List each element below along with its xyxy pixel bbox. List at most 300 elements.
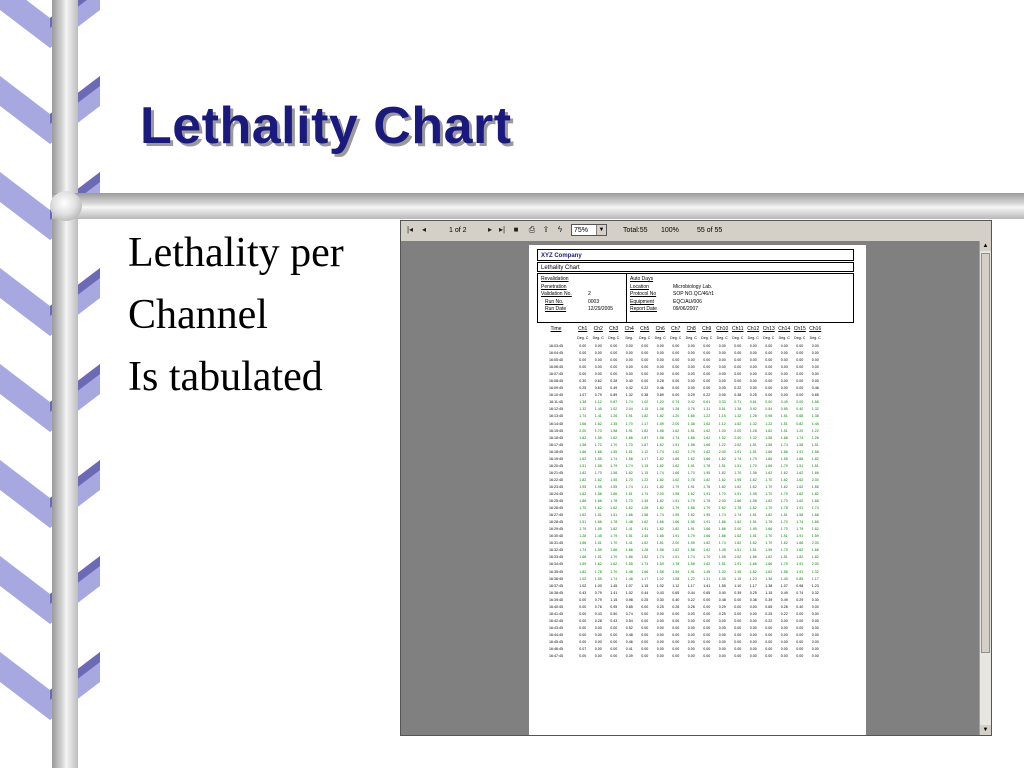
value-cell: 1.62 [703,428,711,433]
value-cell: 0.39 [734,590,742,595]
value-cell: 0.00 [749,365,757,370]
value-cell: 1.78 [687,477,695,482]
value-cell: 1.55 [780,456,788,461]
value-cell: 0.00 [811,654,819,659]
value-cell: 0.00 [594,351,602,356]
value-cell: 1.79 [610,534,618,539]
divider-knob [50,191,82,221]
value-cell: 1.58 [687,442,695,447]
value-cell: 1.62 [641,541,649,546]
value-cell: 0.00 [765,358,773,363]
value-cell: 1.32 [811,569,819,574]
value-cell: 1.38 [811,414,819,419]
value-cell: 1.00 [718,428,726,433]
value-cell: 1.62 [749,484,757,489]
value-cell: 0.00 [672,639,680,644]
body-line-3: Is tabulated [128,354,323,400]
time-cell: 16:13:45 [549,414,563,419]
value-cell: 0.00 [780,632,788,637]
info-right-values [673,276,714,314]
value-cell: 1.70 [780,520,788,525]
value-cell: 0.61 [749,400,757,405]
value-cell: 1.70 [594,470,602,475]
value-cell: 0.00 [718,632,726,637]
value-cell: 0.98 [765,414,773,419]
scroll-up-icon[interactable]: ▲ [980,241,991,251]
prev-page-icon[interactable]: ◂ [421,225,426,234]
value-cell: 0.00 [687,351,695,356]
table-row [537,449,854,456]
value-cell: 1.12 [672,583,680,588]
value-cell: 0.00 [687,344,695,348]
value-cell: 1.51 [749,520,757,525]
value-cell: 1.74 [656,449,664,454]
table-row [537,484,854,491]
value-cell: 1.52 [718,435,726,440]
info-value [673,276,714,284]
value-cell: 1.15 [641,463,649,468]
table-row [537,632,854,639]
column-header: Ch2 [593,326,603,332]
value-cell: 1.17 [641,421,649,426]
value-cell: 1.59 [579,562,587,567]
value-cell: 1.70 [610,555,618,560]
value-cell: 1.51 [780,513,788,518]
value-cell: 1.66 [579,541,587,546]
value-cell: 2.00 [811,562,819,567]
value-cell: 1.58 [641,513,649,518]
value-cell: 1.86 [579,499,587,504]
value-cell: 0.46 [656,386,664,391]
time-cell: 16:37:45 [549,583,563,588]
value-cell: 1.62 [594,562,602,567]
value-cell: 1.31 [703,407,711,412]
value-cell: 1.62 [672,428,680,433]
time-cell: 16:16:45 [549,435,563,440]
value-cell: 0.00 [687,358,695,363]
print-icon[interactable]: ⎙ [528,225,536,234]
stop-icon[interactable]: ■ [513,225,519,234]
value-cell: 1.74 [734,513,742,518]
value-cell: 0.76 [687,407,695,412]
unit-cell: Deg. C [592,336,604,340]
value-cell: 0.74 [672,400,680,405]
value-cell: 1.62 [703,435,711,440]
value-cell: 1.31 [641,484,649,489]
value-cell: 1.62 [765,428,773,433]
value-cell: 1.79 [780,562,788,567]
value-cell: 1.45 [718,548,726,553]
table-row [537,561,854,568]
value-cell: 1.66 [796,541,804,546]
value-cell: 0.00 [749,618,757,623]
table-row [537,554,854,561]
unit-cell: Deg. C [654,336,666,340]
value-cell: 1.12 [718,421,726,426]
value-cell: 1.62 [656,442,664,447]
value-cell: 1.66 [610,548,618,553]
info-value: Microbiology Lab. [673,283,713,290]
value-cell: 1.66 [703,456,711,461]
value-cell: 1.51 [749,449,757,454]
scroll-down-icon[interactable]: ▼ [980,725,991,735]
value-cell: 1.45 [703,569,711,574]
value-cell: 0.00 [687,365,695,370]
value-cell: 0.00 [641,632,649,637]
value-cell: 0.00 [796,379,804,384]
value-cell: 1.32 [749,421,757,426]
value-cell: 0.00 [734,647,742,652]
value-cell: 1.51 [749,534,757,539]
value-cell: 1.20 [656,400,664,405]
value-cell: 1.95 [594,484,602,489]
value-cell: 1.28 [672,407,680,412]
value-cell: 1.55 [625,562,633,567]
zoom-select[interactable] [571,224,607,236]
value-cell: 1.74 [656,555,664,560]
value-cell: 1.79 [687,449,695,454]
value-cell: 0.00 [672,654,680,659]
value-cell: 1.26 [749,414,757,419]
info-label: Validation No. [541,291,572,298]
value-cell: 0.00 [718,365,726,370]
value-cell: 1.62 [703,562,711,567]
value-cell: 0.00 [796,372,804,377]
value-cell: 1.82 [641,414,649,419]
value-cell: 1.51 [780,414,788,419]
value-cell: 0.00 [718,358,726,363]
value-cell: 0.22 [765,618,773,623]
value-cell: 0.00 [610,344,618,348]
value-cell: 0.00 [703,597,711,602]
value-cell: 0.38 [734,393,742,398]
value-cell: 1.82 [641,428,649,433]
value-cell: 1.70 [610,569,618,574]
value-cell: 1.51 [749,548,757,553]
value-cell: 1.62 [734,555,742,560]
value-cell: 0.00 [703,618,711,623]
value-cell: 1.15 [765,590,773,595]
value-cell: 0.00 [610,351,618,356]
dropdown-arrow-icon[interactable]: ▼ [596,225,606,235]
value-cell: 0.00 [811,351,819,356]
report-page [529,245,866,735]
value-cell: 1.45 [641,534,649,539]
value-cell: 1.70 [765,534,773,539]
value-cell: 0.00 [718,372,726,377]
value-cell: 1.91 [796,534,804,539]
lightning-icon[interactable]: ϟ [557,225,563,234]
value-cell: 1.66 [672,520,680,525]
value-cell: 1.82 [703,541,711,546]
value-cell: 0.87 [610,400,618,405]
value-cell: 0.79 [594,597,602,602]
value-cell: 1.51 [796,463,804,468]
value-cell: 0.00 [718,386,726,391]
value-cell: 0.00 [718,393,726,398]
value-cell: 1.66 [672,470,680,475]
value-cell: 1.22 [718,442,726,447]
value-cell: 0.00 [594,647,602,652]
value-cell: 1.91 [672,499,680,504]
value-cell: 0.00 [796,344,804,348]
value-cell: 1.23 [641,477,649,482]
value-cell: 1.38 [765,583,773,588]
value-cell: 0.00 [796,365,804,370]
value-cell: 0.49 [610,386,618,391]
last-page-icon[interactable]: ▸| [498,225,506,234]
value-cell: 0.42 [625,386,633,391]
export-icon[interactable]: ⇪ [542,225,550,234]
value-cell: 0.00 [672,632,680,637]
value-cell: 1.62 [594,506,602,511]
value-cell: 1.79 [687,499,695,504]
value-cell: 0.00 [687,654,695,659]
value-cell: 1.51 [594,541,602,546]
value-cell: 0.00 [749,604,757,609]
value-cell: 0.00 [765,639,773,644]
value-cell: 1.51 [749,442,757,447]
value-cell: 0.00 [780,625,788,630]
value-cell: 1.91 [734,491,742,496]
value-cell: 1.70 [594,442,602,447]
value-cell: 1.74 [656,513,664,518]
value-cell: 1.66 [579,421,587,426]
value-cell: 0.00 [610,625,618,630]
value-cell: 1.51 [672,555,680,560]
value-cell: 1.66 [687,414,695,419]
value-cell: 1.91 [796,449,804,454]
table-row [537,491,854,498]
value-cell: 0.22 [703,393,711,398]
value-cell: 0.00 [780,358,788,363]
value-cell: 0.39 [765,597,773,602]
value-cell: 1.51 [734,548,742,553]
value-cell: 1.17 [641,456,649,461]
value-cell: 1.17 [811,576,819,581]
info-label: Protocol No [630,291,657,298]
value-cell: 1.74 [641,491,649,496]
value-cell: 1.51 [687,428,695,433]
value-cell: 0.00 [780,365,788,370]
value-cell: 0.28 [610,379,618,384]
value-cell: 1.62 [811,527,819,532]
report-viewer [400,220,992,736]
value-cell: 0.00 [641,344,649,348]
value-cell: 0.00 [672,344,680,348]
next-page-icon[interactable]: ▸ [487,225,492,234]
value-cell: 0.26 [780,604,788,609]
table-row [537,569,854,576]
value-cell: 1.62 [749,541,757,546]
unit-cell: Deg. C [670,336,682,340]
value-cell: 0.00 [749,386,757,391]
value-cell: 1.41 [610,590,618,595]
value-cell: 0.00 [687,647,695,652]
value-cell: 1.66 [579,449,587,454]
value-cell: 1.79 [672,484,680,489]
value-cell: 0.89 [610,393,618,398]
value-cell: 1.91 [734,562,742,567]
value-cell: 0.00 [734,618,742,623]
value-cell: 0.40 [672,597,680,602]
value-cell: 0.00 [703,344,711,348]
info-value: 2 [588,291,591,298]
value-cell: 1.70 [749,463,757,468]
value-cell: 1.62 [579,456,587,461]
value-cell: 1.58 [796,513,804,518]
value-cell: 1.82 [811,491,819,496]
time-cell: 16:12:45 [549,407,563,412]
table-row [537,618,854,625]
value-cell: 0.00 [687,625,695,630]
time-cell: 16:22:45 [549,477,563,482]
value-cell: 1.87 [641,435,649,440]
value-cell: 0.00 [610,632,618,637]
value-cell: 0.25 [749,393,757,398]
value-cell: 0.00 [672,386,680,391]
time-cell: 16:36:45 [549,576,563,581]
value-cell: 1.74 [579,414,587,419]
value-cell: 1.23 [811,583,819,588]
value-cell: 0.00 [687,386,695,391]
value-cell: 0.00 [579,344,587,348]
value-cell: 0.00 [703,372,711,377]
value-cell: 0.00 [594,625,602,630]
value-cell: 1.32 [734,414,742,419]
time-cell: 16:26:45 [549,506,563,511]
value-cell: 0.00 [687,611,695,616]
value-cell: 1.66 [703,534,711,539]
value-cell: 2.00 [656,491,664,496]
value-cell: 1.15 [718,414,726,419]
value-cell: 0.00 [765,344,773,348]
value-cell: 1.15 [641,407,649,412]
value-cell: 1.70 [625,442,633,447]
value-cell: 1.78 [780,506,788,511]
value-cell: 1.58 [687,548,695,553]
value-cell: 1.91 [625,428,633,433]
unit-cell: Deg. C [794,336,806,340]
value-cell: 1.79 [579,527,587,532]
value-cell: 0.00 [749,611,757,616]
first-page-icon[interactable]: |◂ [406,225,414,234]
value-cell: 0.00 [579,358,587,363]
value-cell: 1.62 [672,548,680,553]
value-cell: 1.66 [672,456,680,461]
value-cell: 2.00 [734,527,742,532]
value-cell: 0.00 [811,647,819,652]
value-cell: 1.48 [625,569,633,574]
value-cell: 0.00 [703,611,711,616]
report-chart-title: Lethality Chart [537,262,854,272]
value-cell: 1.62 [687,491,695,496]
value-cell: 1.79 [780,463,788,468]
value-cell: 1.59 [656,421,664,426]
value-cell: 0.00 [734,365,742,370]
value-cell: 0.00 [765,400,773,405]
value-cell: 1.82 [811,555,819,560]
value-cell: 1.55 [594,576,602,581]
table-row [537,392,854,399]
column-header: Ch5 [640,326,650,332]
value-cell: 1.62 [610,435,618,440]
value-cell: 1.26 [811,435,819,440]
vertical-scrollbar[interactable] [979,241,991,735]
value-cell: 1.82 [579,470,587,475]
value-cell: 1.35 [718,576,726,581]
value-cell: 0.00 [641,358,649,363]
value-cell: 1.62 [734,520,742,525]
value-cell: 0.00 [656,365,664,370]
value-cell: 1.66 [656,534,664,539]
value-cell: 0.00 [672,358,680,363]
value-cell: 0.00 [796,625,804,630]
value-cell: 1.78 [703,463,711,468]
value-cell: 1.66 [718,520,726,525]
table-row [537,477,854,484]
value-cell: 0.40 [796,604,804,609]
value-cell: 0.00 [656,344,664,348]
value-cell: 1.66 [656,520,664,525]
value-cell: 1.62 [718,477,726,482]
value-cell: 1.51 [780,428,788,433]
value-cell: 0.00 [796,618,804,623]
table-row [537,357,854,364]
info-left-values [588,276,613,314]
value-cell: 1.62 [796,491,804,496]
value-cell: 0.00 [811,358,819,363]
scroll-thumb[interactable] [981,253,990,653]
time-cell: 16:25:45 [549,499,563,504]
value-cell: 0.00 [796,351,804,356]
value-cell: 0.00 [749,632,757,637]
value-cell: 0.00 [811,625,819,630]
value-cell: 0.00 [734,597,742,602]
unit-cell: Deg. C [577,336,589,340]
value-cell: 1.91 [687,484,695,489]
value-cell: 1.66 [625,548,633,553]
value-cell: 0.22 [687,597,695,602]
value-cell: 1.62 [610,506,618,511]
table-row [537,421,854,428]
value-cell: 1.62 [765,470,773,475]
unit-cell [537,334,575,343]
value-cell: 0.49 [780,590,788,595]
value-cell: 1.91 [687,527,695,532]
value-cell: 1.74 [625,463,633,468]
value-cell: 1.58 [811,400,819,405]
value-cell: 1.78 [594,569,602,574]
value-cell: 1.82 [641,555,649,560]
value-cell: 0.41 [625,647,633,652]
table-row [537,498,854,505]
value-cell: 1.66 [749,555,757,560]
value-cell: 1.62 [734,541,742,546]
column-header: Ch4 [624,326,634,332]
value-cell: 0.00 [687,379,695,384]
value-cell: 1.82 [811,456,819,461]
value-cell: 0.00 [579,597,587,602]
value-cell: 1.22 [811,428,819,433]
value-cell: 0.00 [672,351,680,356]
value-cell: 1.62 [765,499,773,504]
value-cell: 1.78 [610,499,618,504]
body-line-1: Lethality per [128,230,344,276]
value-cell: 1.95 [703,470,711,475]
value-cell: 1.66 [594,499,602,504]
value-cell: 0.00 [749,372,757,377]
